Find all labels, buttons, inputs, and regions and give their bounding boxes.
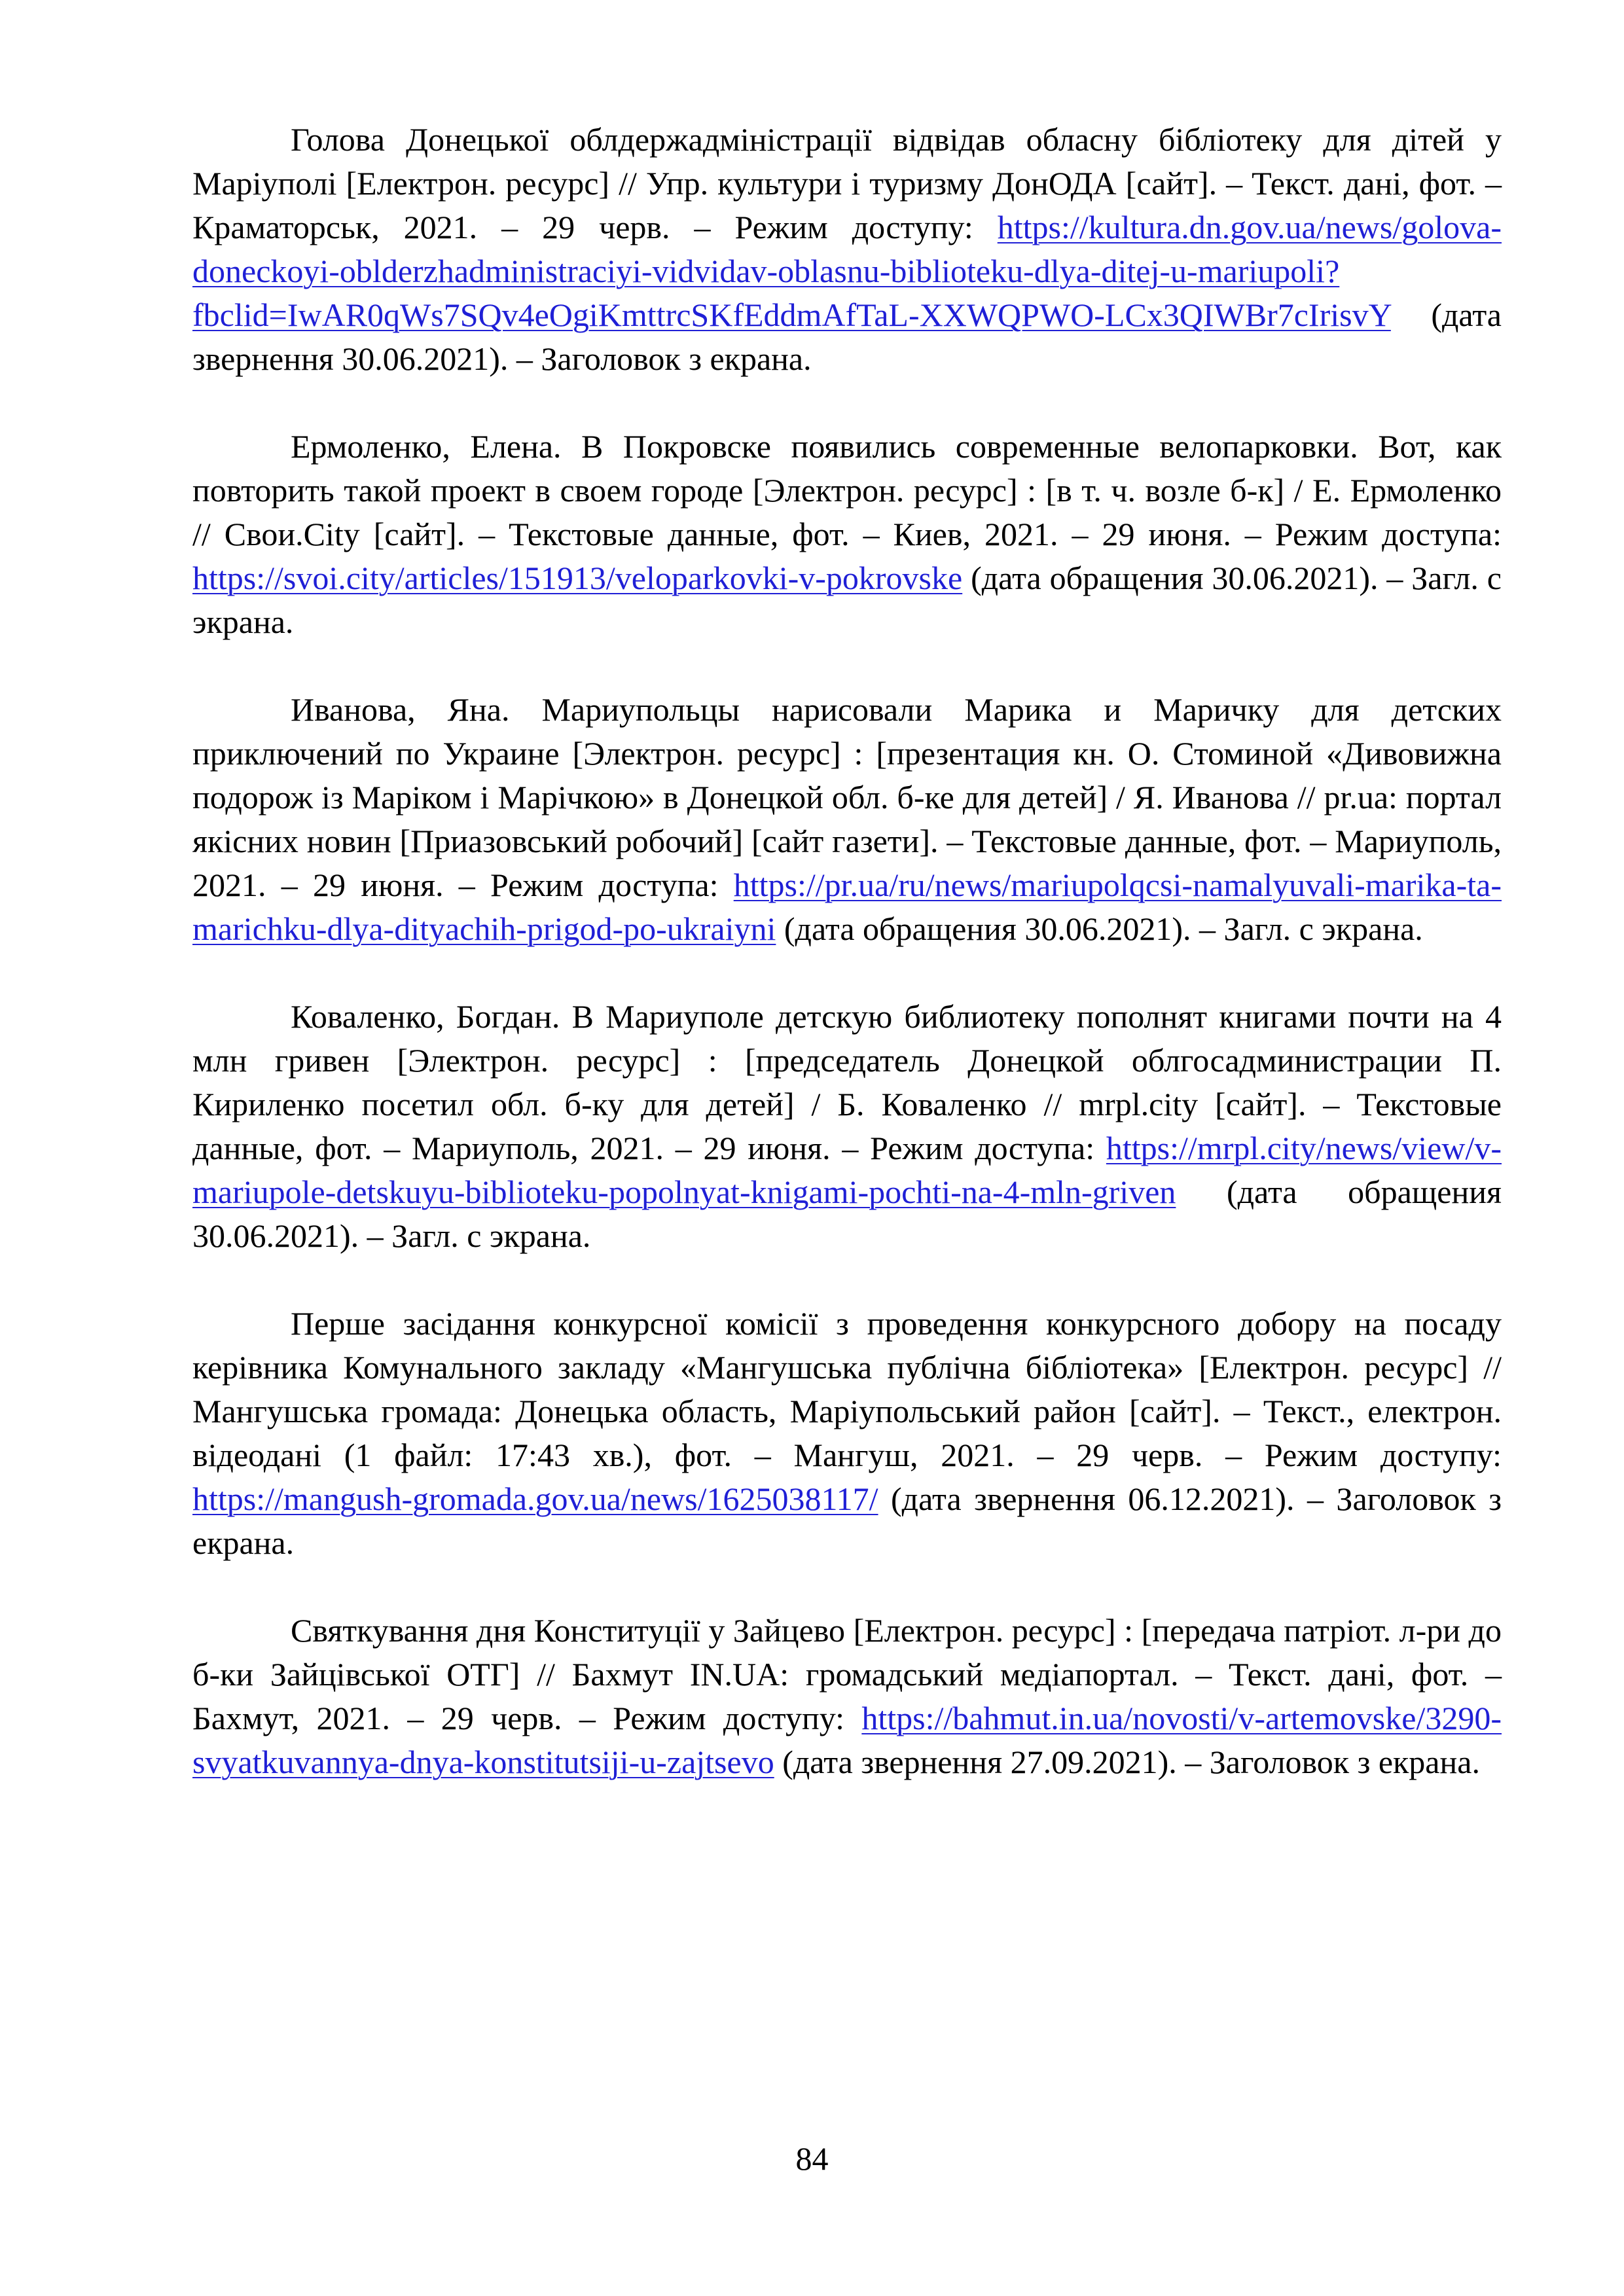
entry-tail: (дата обращения 30.06.2021). – Загл. с экрана. [192,560,1502,640]
bibliography-entry [192,995,1502,1258]
entry-link[interactable]: https://bahmut.in.ua/novosti/v-artemovske/3290-svyatkuvannya-dnya-konstitutsiji-u-zajtsevo [192,1700,1502,1780]
bibliography-entry [192,688,1502,951]
entry-text: Коваленко, Богдан. В Мариуполе детскую библиотеку пополнят книгами почти на 4 млн гривен [Электрон. ресурс] : [председатель Донецкой облгосадминистрации П. Кириленко посетил обл. б-ку для детей] / Б. Коваленко // mrpl.city [сайт]. – Текстовые данные, фот. – Мариуполь, 2021. – 29 июня. – Режим доступа: [192,998,1502,1166]
entry-text: Святкування дня Конституції у Зайцево [Електрон. ресурс] : [передача патріот. л-ри до б-ки Зайцівської ОТГ] // Бахмут IN.UA: громадський медіапортал. – Текст. дані, фот. – Бахмут, 2021. – 29 черв. – Режим доступу: [192,1612,1502,1736]
bibliography-list [192,118,1502,1828]
entry-text: Иванова, Яна. Мариупольцы нарисовали Марика и Маричку для детских приключений по Украине [Электрон. ресурс] : [презентация кн. О. Стоминой «Дивовижна подорож із Маріком і Марічкою» в Донецкой обл. б-ке для детей] / Я. Иванова // pr.ua: портал якісних новин [Приазовський робочий] [сайт газети]. – Текстовые данные, фот. – Мариуполь, 2021. – 29 июня. – Режим доступа: [192,691,1502,903]
entry-tail: (дата звернення 06.12.2021). – Заголовок з екрана. [192,1480,1502,1561]
entry-tail: (дата звернення 30.06.2021). – Заголовок з екрана. [192,296,1502,377]
entry-text: Перше засідання конкурсної комісії з проведення конкурсного добору на посаду керівника Комунального закладу «Мангушська публічна бібліотека» [Електрон. ресурс] // Мангушська громада: Донецька область, Маріупольський район [сайт]. – Текст., електрон. відеодані (1 файл: 17:43 хв.), фот. – Мангуш, 2021. – 29 черв. – Режим доступу: [192,1305,1502,1473]
entry-tail: (дата звернення 27.09.2021). – Заголовок з екрана. [774,1744,1480,1780]
bibliography-entry [192,1302,1502,1565]
bibliography-entry [192,425,1502,644]
entry-link[interactable]: https://svoi.city/articles/151913/veloparkovki-v-pokrovske [192,560,963,596]
entry-tail: (дата обращения 30.06.2021). – Загл. с экрана. [192,1174,1502,1254]
entry-link[interactable]: https://mrpl.city/news/view/v-mariupole-detskuyu-biblioteku-popolnyat-knigami-pochti-na-4-mln-griven [192,1130,1502,1210]
entry-tail: (дата обращения 30.06.2021). – Загл. с экрана. [776,910,1423,947]
bibliography-entry [192,118,1502,381]
page-number: 84 [795,2140,829,2177]
entry-link[interactable]: https://mangush-gromada.gov.ua/news/1625038117/ [192,1480,878,1517]
entry-text: Ермоленко, Елена. В Покровске появились современные велопарковки. Вот, как повторить такой проект в своем городе [Электрон. ресурс] : [в т. ч. возле б-к] / Е. Ермоленко // Свои.City [сайт]. – Текстовые данные, фот. – Киев, 2021. – 29 июня. – Режим доступа: [192,428,1502,552]
entry-text: Голова Донецької облдержадміністрації відвідав обласну бібліотеку для дітей у Маріуполі [Електрон. ресурс] // Упр. культури і туризму ДонОДА [сайт]. – Текст. дані, фот. – Краматорськ, 2021. – 29 черв. – Режим доступу: [192,121,1502,245]
entry-link[interactable]: https://kultura.dn.gov.ua/news/golova-doneckoyi-oblderzhadministraciyi-vidvidav-oblasnu-biblioteku-dlya-ditej-u-mariupoli?fbclid=IwAR0qWs7SQv4eOgiKmttrcSKfEddmAfTaL-XXWQPWO-LCx3QIWBr7cIrisvY [192,209,1502,333]
entry-link[interactable]: https://pr.ua/ru/news/mariupolqcsi-namalyuvali-marika-ta-marichku-dlya-dityachih-prigod-po-ukraiyni [192,867,1502,947]
bibliography-entry [192,1609,1502,1784]
